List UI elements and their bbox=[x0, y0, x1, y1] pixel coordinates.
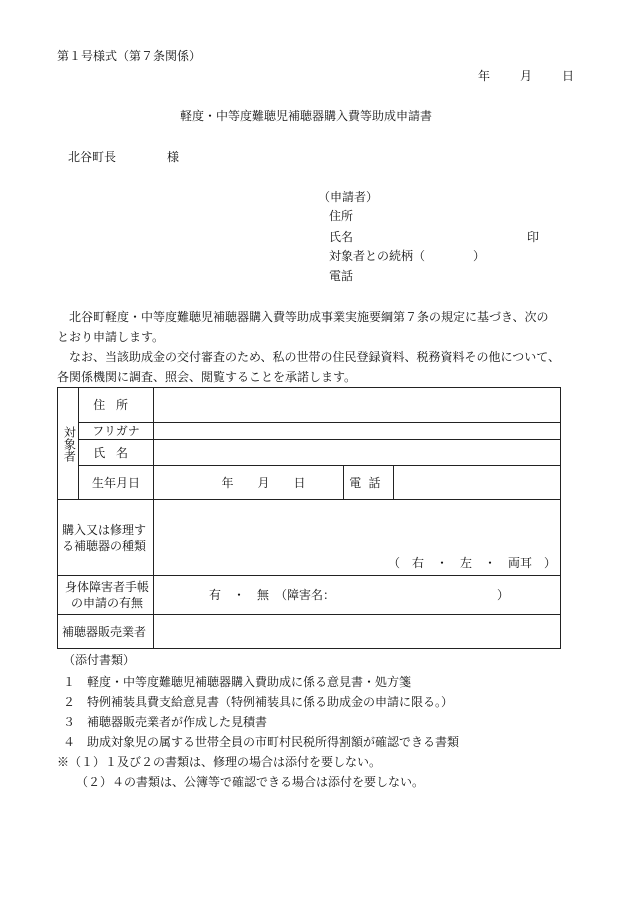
phone-label-cell bbox=[344, 466, 394, 500]
phone-label: 電話 bbox=[349, 475, 388, 490]
furigana-field[interactable] bbox=[154, 423, 561, 440]
birthdate-value: 年 月 日 bbox=[221, 475, 306, 490]
birthdate-label: 生年月日 bbox=[91, 475, 140, 490]
table-row-device-type bbox=[58, 500, 561, 576]
subject-label: 対象者 bbox=[62, 425, 77, 462]
table-row-vendor bbox=[58, 615, 561, 649]
ear-options: （ 右 ・ 左 ・ 両耳 ） bbox=[387, 556, 556, 570]
table-row-address bbox=[58, 388, 561, 423]
attachments-heading: （添付書類） bbox=[63, 653, 136, 667]
address-label-cell bbox=[79, 388, 154, 423]
subject-label-cell bbox=[58, 388, 79, 500]
document-title: 軽度・中等度難聴児補聴器購入費等助成申請書 bbox=[180, 109, 433, 123]
applicant-relationship-label: 対象者との続柄（ ） bbox=[329, 249, 486, 263]
attachment-item: ４ 助成対象児の属する世帯全員の市町村民税所得割額が確認できる書類 bbox=[63, 735, 460, 749]
date-line bbox=[478, 70, 574, 82]
disability-field[interactable] bbox=[154, 576, 561, 615]
device-type-field[interactable] bbox=[154, 500, 561, 576]
device-type-label-cell bbox=[58, 500, 154, 576]
seal-mark: 印 bbox=[527, 230, 540, 244]
vendor-label: 補聴器販売業者 bbox=[62, 624, 147, 639]
table-row-furigana bbox=[58, 423, 561, 440]
disability-options: 有 ・ 無 （障害名： ） bbox=[209, 588, 510, 603]
recipient-name: 北谷町長 bbox=[68, 150, 117, 164]
birthdate-field[interactable] bbox=[154, 466, 344, 500]
furigana-label-cell bbox=[79, 423, 154, 440]
form-number: 第１号様式（第７条関係） bbox=[57, 49, 202, 63]
attachment-item: ３ 補聴器販売業者が作成した見積書 bbox=[63, 715, 268, 729]
body-para1-line1: 北谷町軽度・中等度難聴児補聴器購入費等助成事業実施要綱第７条の規定に基づき、次の bbox=[69, 310, 549, 324]
body-para1-line2: とおり申請します。 bbox=[57, 330, 165, 344]
name-field[interactable] bbox=[154, 440, 561, 466]
phone-field[interactable] bbox=[394, 466, 561, 500]
applicant-phone-label: 電話 bbox=[329, 269, 354, 283]
vendor-label-cell bbox=[58, 615, 154, 649]
furigana-label: フリガナ bbox=[92, 424, 140, 438]
address-label: 住所 bbox=[93, 397, 139, 412]
disability-label-cell bbox=[58, 576, 154, 615]
body-para2-line1: なお、当該助成金の交付審査のため、私の世帯の住民登録資料、税務資料その他について、 bbox=[69, 350, 561, 364]
application-form-table bbox=[57, 387, 561, 649]
applicant-address-label: 住所 bbox=[329, 209, 354, 223]
address-field[interactable] bbox=[154, 388, 561, 423]
date-year: 年 bbox=[478, 69, 491, 83]
attachment-item: １ 軽度・中等度難聴児補聴器購入費助成に係る意見書・処方箋 bbox=[63, 675, 412, 689]
applicant-heading: （申請者） bbox=[318, 190, 379, 204]
applicant-name-label: 氏名 bbox=[329, 230, 354, 244]
device-type-label: 購入又は修理する補聴器の種類 bbox=[62, 522, 147, 553]
attachment-note-2: （２）４の書類は、公簿等で確認できる場合は添付を要しない。 bbox=[76, 775, 425, 789]
table-row-birthdate bbox=[58, 466, 561, 500]
table-row-disability bbox=[58, 576, 561, 615]
name-label-cell bbox=[79, 440, 154, 466]
disability-label: 身体障害者手帳の申請の有無 bbox=[64, 580, 149, 611]
date-month: 月 bbox=[520, 69, 533, 83]
attachment-item: ２ 特例補装具費支給意見書（特例補装具に係る助成金の申請に限る。） bbox=[63, 695, 454, 709]
vendor-field[interactable] bbox=[154, 615, 561, 649]
table-row-name bbox=[58, 440, 561, 466]
body-para2-line2: 各関係機関に調査、照会、閲覧することを承諾します。 bbox=[57, 370, 357, 384]
attachment-note-1: ※（１）１及び２の書類は、修理の場合は添付を要しない。 bbox=[57, 755, 382, 769]
date-day: 日 bbox=[562, 69, 575, 83]
birthdate-label-cell bbox=[79, 466, 154, 500]
name-label: 氏名 bbox=[93, 445, 139, 460]
recipient-honorific: 様 bbox=[167, 150, 180, 164]
